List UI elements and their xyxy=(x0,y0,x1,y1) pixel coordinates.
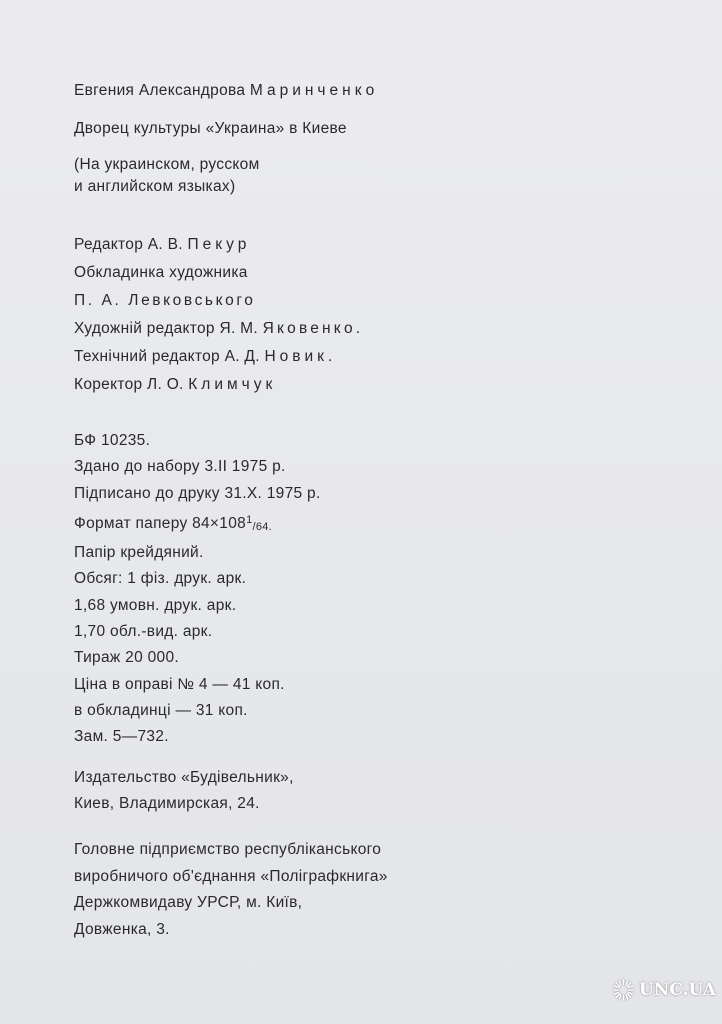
watermark-text: UNC.UA xyxy=(638,980,716,1000)
tech-editor-label: Технічний редактор А. Д. xyxy=(74,348,265,365)
watermark xyxy=(612,966,716,1014)
format-main: Формат паперу 84×108 xyxy=(74,514,247,532)
printer-line-2: виробничого об'єднання «Поліграфкнига» xyxy=(74,867,388,885)
author-surname: Маринченко xyxy=(249,82,379,99)
editor-label: Редактор А. В. xyxy=(74,236,188,253)
art-editor-line xyxy=(74,315,363,343)
language-note-2: и английском языках) xyxy=(74,178,236,195)
corrector-label: Коректор Л. О. xyxy=(74,376,189,393)
volume: Обсяг: 1 фіз. друк. арк. xyxy=(74,570,247,588)
author-block xyxy=(74,72,378,198)
tech-editor-name: Новик. xyxy=(264,348,337,365)
publisher-block xyxy=(74,765,294,817)
editor-line xyxy=(74,231,363,259)
format-sub: /64. xyxy=(252,520,273,533)
format-sup: 1 xyxy=(246,513,253,526)
signed-date: Підписано до друку 31.Х. 1975 р. xyxy=(74,484,321,502)
cover-label: Обкладинка художника xyxy=(74,264,248,281)
accounting-sheets: 1,70 обл.-вид. арк. xyxy=(74,623,213,641)
publisher-name: Издательство «Будівельник», xyxy=(74,769,294,786)
print-run: Тираж 20 000. xyxy=(74,649,179,667)
submitted-date: Здано до набору 3.ІІ 1975 р. xyxy=(74,458,286,476)
corrector-name: Климчук xyxy=(188,376,277,393)
tech-editor-line xyxy=(74,343,363,371)
price-bound: Ціна в оправі № 4 — 41 коп. xyxy=(74,675,285,693)
art-editor-label: Художній редактор Я. М. xyxy=(74,320,263,337)
printer-line-4: Довженка, 3. xyxy=(74,920,170,938)
publisher-address: Киев, Владимирская, 24. xyxy=(74,795,260,812)
printer-line-3: Держкомвидаву УРСР, м. Київ, xyxy=(74,894,303,911)
order-number: Зам. 5—732. xyxy=(74,728,169,746)
book-title: Дворец культуры «Украина» в Киеве xyxy=(74,120,347,137)
author-line xyxy=(74,72,378,110)
conditional-sheets: 1,68 умовн. друк. арк. xyxy=(74,596,237,614)
print-info-block xyxy=(74,428,321,751)
corrector-line xyxy=(74,371,363,399)
price-cover: в обкладинці — 31 коп. xyxy=(74,701,248,719)
printer-block xyxy=(74,837,388,943)
language-note-1: (На украинском, русском xyxy=(74,156,260,173)
printer-line-1: Головне підприємство республіканського xyxy=(74,841,382,858)
paper-type: Папір крейдяний. xyxy=(74,544,204,562)
author-first-names: Евгения Александрова xyxy=(74,82,250,99)
credits-block xyxy=(74,231,363,399)
paper-format xyxy=(74,507,321,540)
bf-number: БФ 10235. xyxy=(74,432,151,449)
editor-name: Пекур xyxy=(187,236,251,253)
art-editor-name: Яковенко. xyxy=(262,320,364,337)
cover-artist: П. А. Левковського xyxy=(74,292,256,309)
sunburst-icon xyxy=(612,975,635,1005)
